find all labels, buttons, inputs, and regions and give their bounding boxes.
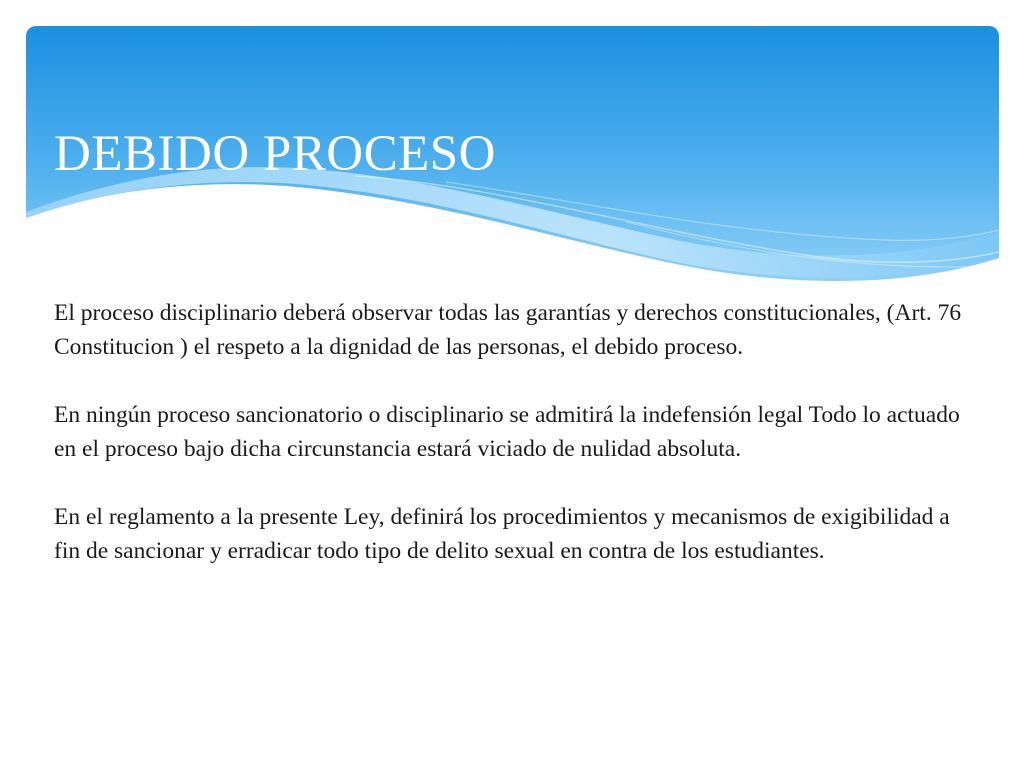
body-paragraph-2: En ningún proceso sancionatorio o disciplinario se admitirá la indefensión legal Todo lo actuado en el proceso bajo dicha circunstancia estará viciado de nulidad absoluta. [54, 402, 960, 462]
body-paragraph-1: El proceso disciplinario deberá observar todas las garantías y derechos constitucionales, (Art. 76 Constitucion ) el respeto a la dignidad de las personas, el debido proceso. [54, 300, 962, 360]
slide-title: DEBIDO PROCESO [54, 126, 496, 182]
body-paragraph-3: En el reglamento a la presente Ley, definirá los procedimientos y mecanismos de exigibilidad a fin de sancionar y erradicar todo tipo de delito sexual en contra de los estudiantes. [54, 504, 950, 564]
slide-body [54, 296, 974, 568]
